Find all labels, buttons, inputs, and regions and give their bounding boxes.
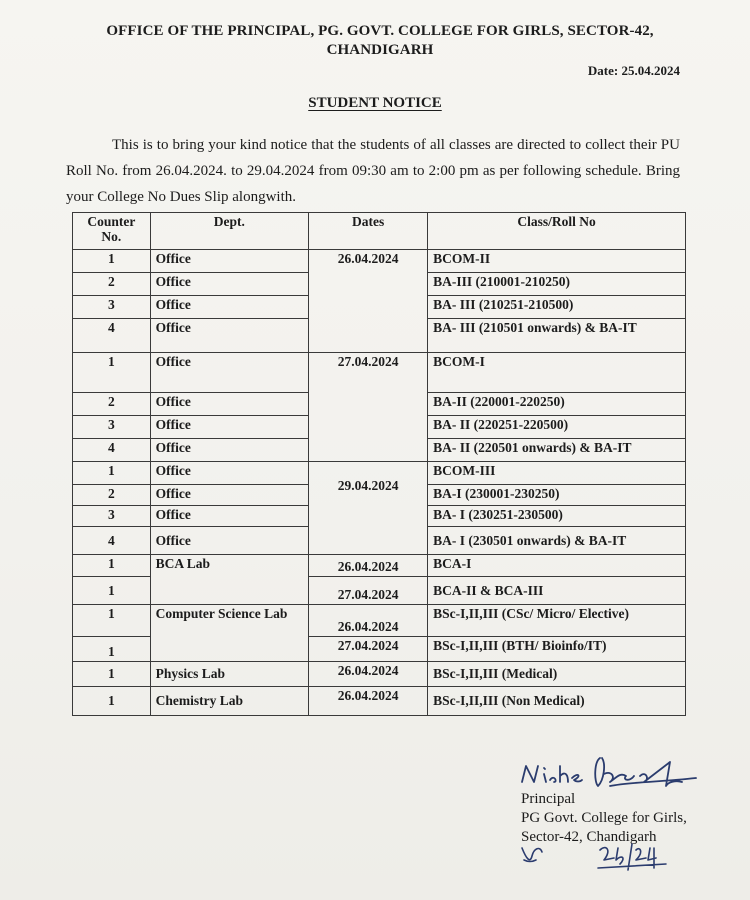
date-cell: 29.04.2024 bbox=[309, 462, 428, 555]
date-cell: 27.04.2024 bbox=[309, 353, 428, 462]
signatory-institution: PG Govt. College for Girls, bbox=[521, 810, 687, 826]
class-cell: BA-II (220001-220250) bbox=[428, 393, 686, 416]
dept-cell: Computer Science Lab bbox=[150, 605, 308, 662]
counter-cell: 3 bbox=[73, 296, 151, 319]
date-cell: 27.04.2024 bbox=[309, 577, 428, 605]
class-cell: BCOM-I bbox=[428, 353, 686, 393]
class-cell: BSc-I,II,III (Non Medical) bbox=[428, 687, 686, 716]
dept-cell: Office bbox=[150, 527, 308, 555]
header-dates: Dates bbox=[309, 213, 428, 250]
date-cell: 26.04.2024 bbox=[309, 687, 428, 716]
class-cell: BSc-I,II,III (BTH/ Bioinfo/IT) bbox=[428, 637, 686, 662]
table-row bbox=[73, 605, 686, 637]
schedule-table bbox=[72, 212, 686, 716]
counter-cell: 3 bbox=[73, 506, 151, 527]
counter-cell: 4 bbox=[73, 527, 151, 555]
header-counter: Counter No. bbox=[73, 213, 151, 250]
counter-cell: 1 bbox=[73, 637, 151, 662]
table-row bbox=[73, 555, 686, 577]
date-cell: 26.04.2024 bbox=[309, 250, 428, 353]
table-header-row bbox=[73, 213, 686, 250]
notice-title bbox=[0, 95, 750, 112]
dept-cell: BCA Lab bbox=[150, 555, 308, 605]
dept-cell: Office bbox=[150, 250, 308, 273]
handwritten-mark bbox=[518, 838, 546, 868]
class-cell: BCOM-II bbox=[428, 250, 686, 273]
dept-cell: Office bbox=[150, 319, 308, 353]
header-dept: Dept. bbox=[150, 213, 308, 250]
date-cell: 26.04.2024 bbox=[309, 555, 428, 577]
counter-cell: 1 bbox=[73, 577, 151, 605]
class-cell: BCOM-III bbox=[428, 462, 686, 485]
counter-cell: 1 bbox=[73, 250, 151, 273]
counter-cell: 2 bbox=[73, 273, 151, 296]
dept-cell: Office bbox=[150, 416, 308, 439]
counter-cell: 2 bbox=[73, 485, 151, 506]
dept-cell: Office bbox=[150, 273, 308, 296]
handwritten-date bbox=[596, 840, 676, 875]
dept-cell: Physics Lab bbox=[150, 662, 308, 687]
class-cell: BA- III (210251-210500) bbox=[428, 296, 686, 319]
notice-date: Date: 25.04.2024 bbox=[587, 63, 680, 78]
notice-title-text: STUDENT NOTICE bbox=[308, 95, 442, 111]
signatory-title: Principal bbox=[521, 791, 576, 807]
counter-cell: 1 bbox=[73, 462, 151, 485]
table-row bbox=[73, 462, 686, 485]
table-row bbox=[73, 250, 686, 273]
header-class: Class/Roll No bbox=[428, 213, 686, 250]
class-cell: BA- I (230501 onwards) & BA-IT bbox=[428, 527, 686, 555]
counter-cell: 1 bbox=[73, 605, 151, 637]
class-cell: BA- II (220501 onwards) & BA-IT bbox=[428, 439, 686, 462]
table-row bbox=[73, 687, 686, 716]
header-line-2: CHANDIGARH bbox=[326, 42, 434, 58]
class-cell: BA-III (210001-210250) bbox=[428, 273, 686, 296]
class-cell: BCA-I bbox=[428, 555, 686, 577]
header-line-1: OFFICE OF THE PRINCIPAL, PG. GOVT. COLLEGE FOR GIRLS, SECTOR-42, bbox=[106, 23, 654, 39]
counter-cell: 1 bbox=[73, 555, 151, 577]
class-cell: BSc-I,II,III (Medical) bbox=[428, 662, 686, 687]
counter-cell: 1 bbox=[73, 353, 151, 393]
class-cell: BCA-II & BCA-III bbox=[428, 577, 686, 605]
date-cell: 27.04.2024 bbox=[309, 637, 428, 662]
dept-cell: Office bbox=[150, 462, 308, 485]
date-cell: 26.04.2024 bbox=[309, 605, 428, 637]
dept-cell: Office bbox=[150, 439, 308, 462]
counter-cell: 1 bbox=[73, 662, 151, 687]
date-cell: 26.04.2024 bbox=[309, 662, 428, 687]
table-row bbox=[73, 353, 686, 393]
counter-cell: 1 bbox=[73, 687, 151, 716]
table-row bbox=[73, 662, 686, 687]
counter-cell: 2 bbox=[73, 393, 151, 416]
dept-cell: Chemistry Lab bbox=[150, 687, 308, 716]
counter-cell: 4 bbox=[73, 439, 151, 462]
dept-cell: Office bbox=[150, 353, 308, 393]
dept-cell: Office bbox=[150, 506, 308, 527]
class-cell: BA-I (230001-230250) bbox=[428, 485, 686, 506]
class-cell: BA- II (220251-220500) bbox=[428, 416, 686, 439]
dept-cell: Office bbox=[150, 393, 308, 416]
counter-cell: 3 bbox=[73, 416, 151, 439]
dept-cell: Office bbox=[150, 485, 308, 506]
class-cell: BA- I (230251-230500) bbox=[428, 506, 686, 527]
class-cell: BSc-I,II,III (CSc/ Micro/ Elective) bbox=[428, 605, 686, 637]
class-cell: BA- III (210501 onwards) & BA-IT bbox=[428, 319, 686, 353]
office-header bbox=[60, 22, 700, 60]
counter-cell: 4 bbox=[73, 319, 151, 353]
dept-cell: Office bbox=[150, 296, 308, 319]
notice-body: This is to bring your kind notice that the students of all classes are directed to collect their PU Roll No. from 26.04.2024. to 29.04.2024 from 09:30 am to 2:00 pm as per following schedule. Bring your College No Dues Slip alongwith. bbox=[66, 137, 680, 205]
signatory-address: Sector-42, Chandigarh bbox=[521, 829, 657, 845]
